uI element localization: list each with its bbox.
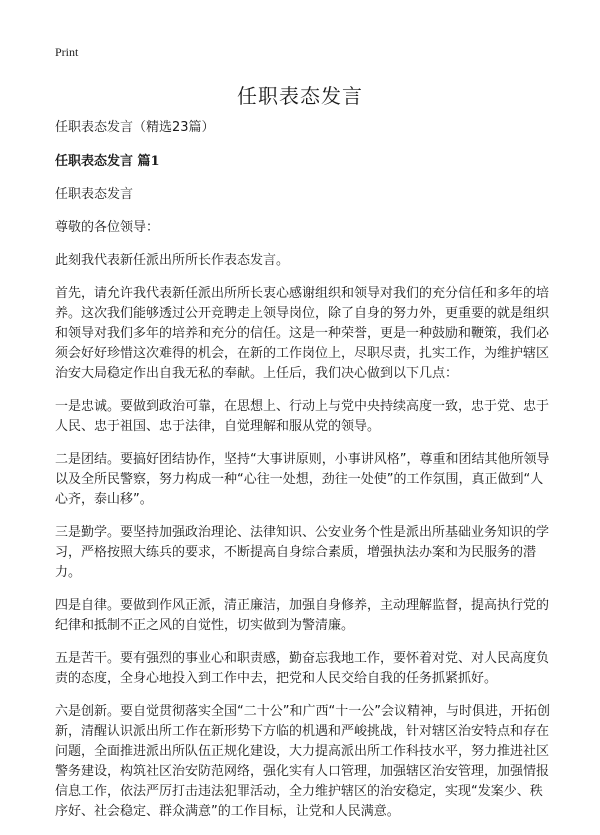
page-title: 任职表态发言 bbox=[237, 84, 363, 108]
paragraph: 一是忠诚。要做到政治可靠，在思想上、行动上与党中央持续高度一致，忠于党、忠于人民、忠于祖国、忠于法律，自觉理解和服从党的领导。 bbox=[55, 399, 550, 434]
article-subtitle: 任职表态发言（精选23篇） bbox=[55, 120, 215, 135]
paragraph: 四是自律。要做到作风正派，清正廉洁，加强自身修养，主动理解监督，提高执行党的纪律和抵制不正之风的自觉性，切实做到为警清廉。 bbox=[55, 598, 550, 633]
paragraph: 尊敬的各位领导： bbox=[55, 220, 160, 235]
paragraph: 二是团结。要搞好团结协作，坚持“大事讲原则，小事讲风格”，尊重和团结其他所领导以及全所民警察，努力构成一种“心往一处想，劲往一处使”的工作氛围，真正做到“人心齐，泰山移”。 bbox=[55, 452, 550, 507]
section-heading: 任职表态发言 篇1 bbox=[55, 154, 160, 169]
print-link[interactable]: Print bbox=[55, 45, 79, 59]
article-body bbox=[55, 118, 555, 835]
paragraph: 此刻我代表新任派出所所长作表态发言。 bbox=[55, 253, 290, 268]
paragraph: 六是创新。要自觉贯彻落实全国“二十公”和广西“十一公”会议精神，与时俱进，开拓创新，清醒认识派出所工作在新形势下方临的机遇和严峻挑战，针对辖区治安特点和存在问题，全面推进派出所队伍正规化建设，大力提高派出所工作科技水平，努力推进社区警务建设，构筑社区治安防范网络，强化实有人口管理，加强辖区治安管理，加强情报信息工作，依法严厉打击违法犯罪活动，全力维护辖区的治安稳定，实现“发案少、秩序好、社会稳定、群众满意”的工作目标，让党和人民满意。 bbox=[55, 704, 550, 819]
paragraph: 首先，请允许我代表新任派出所所长衷心感谢组织和领导对我们的充分信任和多年的培养。这次我们能够透过公开竞聘走上领导岗位，除了自身的努力外，更重要的就是组织和领导对我们多年的培养和充分的信任。这是一种荣誉，更是一种鼓励和鞭策，我们必须会好好珍惜这次难得的机会，在新的工作岗位上，尽职尽责，扎实工作，为维护辖区治安大局稳定作出自我无私的奉献。上任后，我们决心做到以下几点： bbox=[55, 286, 550, 381]
paragraph: 三是勤学。要坚持加强政治理论、法律知识、公安业务个性是派出所基础业务知识的学习，严格按照大练兵的要求，不断提高自身综合素质，增强执法办案和为民服务的潜力。 bbox=[55, 525, 550, 580]
paragraph: 五是苦干。要有强烈的事业心和职责感，勤奋忘我地工作，要怀着对党、对人民高度负责的态度，全身心地投入到工作中去，把党和人民交给自我的任务抓紧抓好。 bbox=[55, 651, 550, 686]
paragraph: 任职表态发言 bbox=[55, 187, 134, 202]
